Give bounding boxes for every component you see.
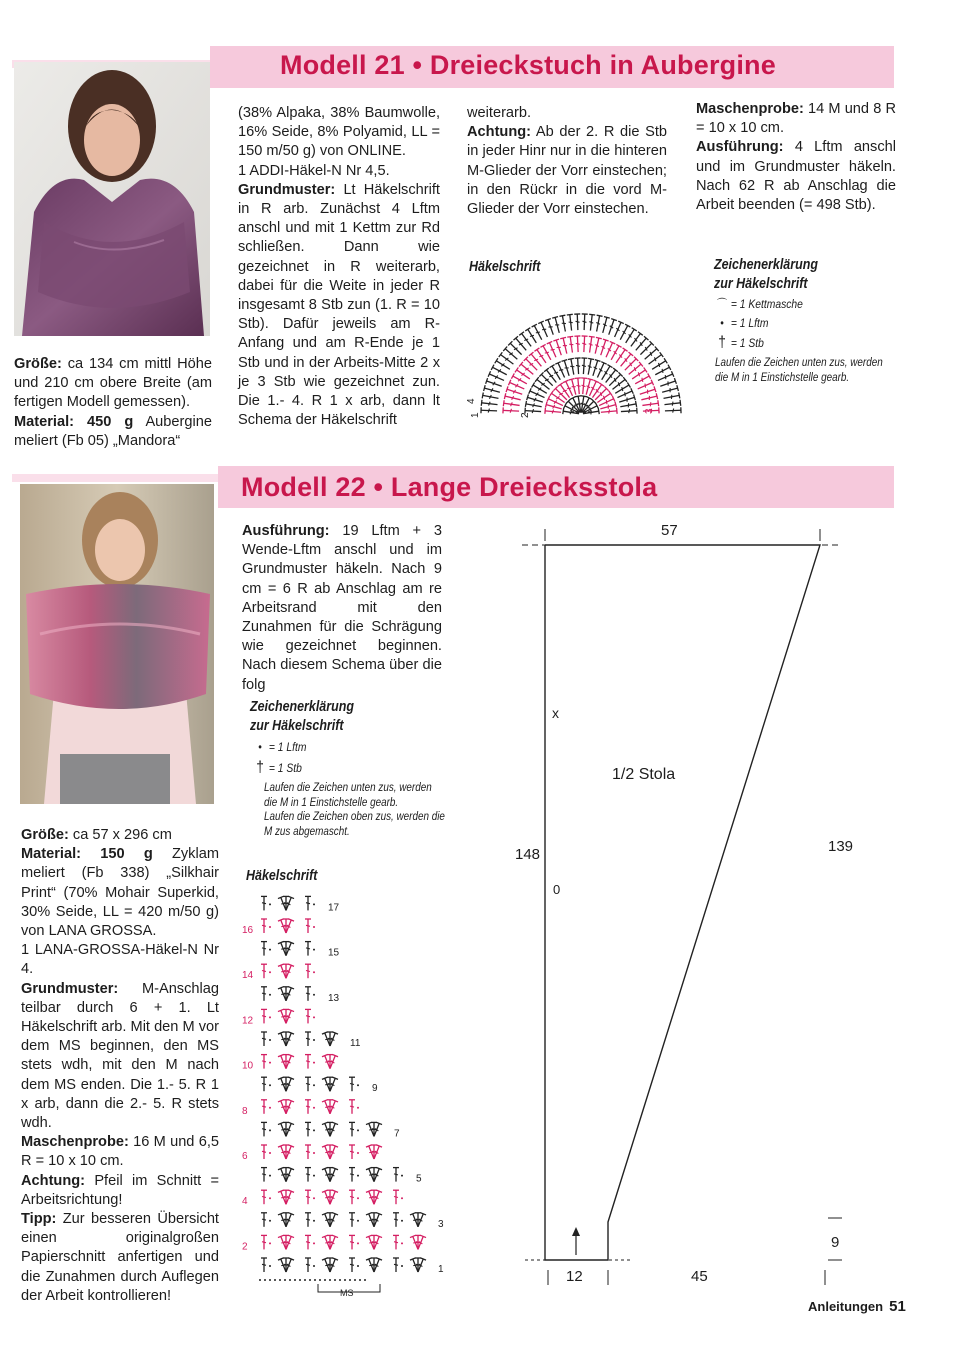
chart22-stitch [393,1213,399,1227]
chart21-stitch-1-0 [545,408,561,415]
chart21-stitch-4-21 [581,314,588,330]
chart22-stitch [305,1168,311,1182]
chart22-base-chain [264,1279,266,1281]
chart21-stitch-4-17 [552,317,562,334]
chart22-chain-dot [357,1152,359,1154]
chart22-row-number: 1 [438,1264,444,1275]
chart22-stitch [305,1190,311,1204]
chart21-row-number: 1 [470,412,481,418]
chart22-stitch [261,919,267,933]
chart22-row-number: 11 [350,1038,361,1049]
chart22-row-number: 3 [438,1218,444,1230]
chart22-base-chain [324,1279,326,1281]
model-22-col1 [21,826,219,1306]
chart21-stitch-2-12 [575,358,582,374]
legend-title-21-line2: zur Häkelschrift [714,276,808,292]
legend-note-22-a: Laufen die Zeichen unten zus, werden die M in 1 Einstichstelle gearb. [264,782,432,809]
chart22-base-chain [354,1279,356,1281]
grund-text-21: Lt Häkelschrift in R arb. Zunächst 4 Lftm anschl und mit 1 Kettm zur Rd schließen. Dann wie gezeichnet in R weiterarb, dabei für die Weite in jeder R insgesamt 8 Stb zun (1. R = 10 Stb). Dafür jeweils am R-Anfang und am R-Ende je 1 Stb und in der Arbeits-Mitte 2 x je 3 Stb wie gezeichnet zun. Die 1.- 4. R 1 x arb, dann lt Schema der Häkelschrift [238,181,440,429]
chart22-row-number: 14 [242,970,254,982]
chart21-stitch-1-7 [569,378,579,395]
chart22-chain-dot [313,1129,315,1131]
legend-items-22 [254,740,306,776]
material-text-22: Zyklam meliert (Fb 338) „Silkhair Print“ (70% Mohair Superkid, 30% Seide, LL = 420 m/50 g) von LANA GROSSA. [21,846,219,940]
needle-21: 1 ADDI-Häkel-N Nr 4,5. [238,162,390,179]
crochet-chart-21 [466,276,696,426]
chart22-chain-dot [269,1220,271,1222]
chart21-stitch-4-19 [567,314,575,331]
chart22-stitch [261,1077,267,1091]
chart21-stitch-4-3 [484,385,501,395]
chart21-stitch-1-8 [575,378,582,394]
chart22-stitch [349,1145,355,1159]
chart22-chain-dot [313,994,315,996]
chart22-base-chain [339,1279,341,1281]
schematic-right-label: 139 [828,838,854,855]
chart21-stitch-4-2 [482,392,499,401]
chart22-stitch [261,1235,267,1249]
chart21-stitch-3-2 [504,393,521,403]
slip-stitch-icon: ⌒ [716,297,728,311]
chart22-stitch [261,1100,267,1114]
chart22-chain-dot [269,1152,271,1154]
chart22-base-chain [294,1279,296,1281]
schematic-x-mark: x [552,705,559,721]
chart21-stitch-2-25 [621,408,637,415]
chart22-base-chain [364,1279,366,1281]
chart22-stitch [393,1235,399,1249]
chart22-stitch [305,1032,311,1046]
chart21-stitch-3-26 [627,362,643,377]
chart22-base-chain [319,1279,321,1281]
chart21-stitch-2-11 [568,358,577,375]
chart22-chain-dot [401,1197,403,1199]
tipp-text-22: Zur besseren Übersicht einen originalgroßen Papierschnitt anfertigen und die Zunahmen durch Auflegen der Arbeit kontrollieren! [21,1211,219,1304]
chart22-base-chain [284,1279,286,1281]
maschen-label-22: Maschenprobe: [21,1134,129,1151]
chart22-chain-dot [269,1175,271,1177]
chart21-row-number: 3 [644,408,655,414]
chart22-base-chain [304,1279,306,1281]
chart21-chain-dot [572,411,574,413]
chart22-chain-dot [313,1220,315,1222]
chart22-chain-dot [313,1197,315,1199]
schematic-outline [545,545,820,1260]
chart22-chain-dot [269,903,271,905]
chart22-chain-dot [357,1129,359,1131]
chart21-stitch-3-31 [641,393,658,403]
legend-lftm-22: = 1 Lftm [268,740,307,754]
chart22-stitch [349,1258,355,1272]
maschen-text-22: 16 M und 6,5 R = 10 x 10 cm. [21,1134,219,1170]
chart21-stitch-4-32 [643,346,659,361]
title-band-22-left [12,474,218,482]
chart22-stitch [261,1032,267,1046]
col3-continue-21: weiterarb. [467,105,532,121]
chart22-stitch [261,1145,267,1159]
chart22-base-chain [309,1279,311,1281]
legend-title-22-line2: zur Häkelschrift [250,718,344,734]
chart22-stitch [305,1145,311,1159]
legend-kett: = 1 Kettmasche [730,297,803,311]
chart22-base-chain [349,1279,351,1281]
material-label-22: Material: 150 g [21,846,153,863]
chart22-chain-dot [313,903,315,905]
chart22-stitch [261,1190,267,1204]
chart22-chain-dot [313,949,315,951]
chart22-base-chain [329,1279,331,1281]
chart21-stitch-1-6 [563,380,575,397]
model-21-col2 [238,104,440,430]
shawl-schematic [510,515,870,1295]
chart22-base-chain [289,1279,291,1281]
chart21-stitch-2-24 [620,401,637,410]
model-21-title: Modell 21 • Dreieckstuch in Aubergine [280,50,776,80]
chart22-stitch [261,942,267,956]
chart-title-22: Häkelschrift [246,868,318,884]
chart21-stitch-4-23 [594,315,603,332]
chart21-stitch-3-1 [503,400,520,408]
chart22-stitch [305,1009,311,1023]
chart22-stitch [349,1168,355,1182]
double-crochet-icon: † [718,334,726,351]
ausf-label-21: Ausführung: [696,139,784,156]
chart21-stitch-2-8 [549,365,562,382]
schematic-bottom-right-label: 45 [691,1268,708,1285]
chart22-chain-dot [313,1084,315,1086]
model-21-col3 [467,104,667,219]
chart22-base-chain [359,1279,361,1281]
legend-stb-21: = 1 Stb [730,336,764,350]
chart21-stitch-2-13 [580,358,587,374]
model-22-photo-illustration [20,484,214,804]
chart22-stitch [349,1190,355,1204]
work-direction-arrow-head [572,1227,580,1236]
chart21-stitch-4-25 [606,319,617,336]
chart21-stitch-4-40 [664,400,681,408]
chart22-chain-dot [269,1265,271,1267]
chart22-base-chain [334,1279,336,1281]
chart22-stitch [305,987,311,1001]
chart21-stitch-3-16 [574,336,581,352]
chart22-chain-dot [357,1175,359,1177]
chart21-stitch-2-1 [525,401,542,410]
grund-text-22: M-Anschlag teilbar durch 6 + 1. Lt Häkelschrift arb. Mit den M vor dem MS beginnen, den MS stets wdh, mit den M nach dem MS enden. Die 1.- 5. R 1 x arb, dann die 2.- 5. R stets wdh. [21,980,219,1132]
chart22-base-chain [279,1279,281,1281]
schematic-top-label: 57 [661,522,678,539]
chart22-stitch [261,1213,267,1227]
chart22-chain-dot [401,1242,403,1244]
legend-title-21 [714,256,818,294]
chart21-stitch-2-17 [599,365,612,382]
page-footer [808,1298,906,1315]
chart22-base-chain [344,1279,346,1281]
chart22-chain-dot [269,1039,271,1041]
chart22-stitch [305,942,311,956]
chart22-chain-dot [357,1265,359,1267]
size-text-22: ca 57 x 296 cm [72,827,172,843]
grund-label-22: Grundmuster: [21,980,119,997]
crochet-chart-22 [240,884,470,1304]
chart22-chain-dot [357,1107,359,1109]
chart22-row-number: 16 [242,925,254,936]
chart21-stitch-3-18 [587,336,595,353]
chart22-chain-dot [313,1242,315,1244]
schematic-left-label: 148 [515,846,541,863]
chart21-stitch-1-15 [598,396,615,408]
chart22-chain-dot [313,1107,315,1109]
schematic-o-mark: 0 [553,882,561,897]
chart22-stitch [305,919,311,933]
chart21-stitch-3-15 [567,336,575,353]
material-text-21: Aubergine meliert (Fb 05) „Mandora“ [14,413,212,449]
model-21-col4 [696,100,896,215]
chart22-chain-dot [313,926,315,928]
chart22-chain-dot [269,949,271,951]
chart21-stitch-4-18 [559,315,568,332]
chart21-stitch-2-21 [614,382,631,395]
chart21-row-number: 4 [466,398,477,404]
chart21-stitch-4-16 [545,319,556,336]
chart22-base-chain [299,1279,301,1281]
chart22-stitch [261,1122,267,1136]
size-label-21: Größe: [14,356,62,372]
chart22-stitch [261,896,267,910]
chart22-stitch [261,964,267,978]
chart21-stitch-4-39 [663,392,680,401]
tipp-label-22: Tipp: [21,1211,57,1228]
schematic-title: 1/2 Stola [612,766,676,783]
chart21-row-number: 2 [520,412,531,418]
chart22-stitch [305,896,311,910]
yarn-composition-21: (38% Alpaka, 38% Baumwolle, 16% Seide, 8% Polyamid, LL = 150 m/50 g) von ONLINE. [238,105,440,160]
chart22-stitch [393,1258,399,1272]
chart22-stitch [305,1077,311,1091]
chart22-stitch [305,1100,311,1114]
ausf-label-22: Ausführung: [242,523,330,539]
chart22-stitch [305,1055,311,1069]
chart21-stitch-2-4 [532,382,549,395]
chart22-row-number: 6 [242,1151,248,1162]
chart22-base-chain [274,1279,276,1281]
chart22-chain-dot [401,1220,403,1222]
chart22-chain-dot [269,1197,271,1199]
chart22-row-number: 2 [242,1241,248,1253]
chart21-stitch-1-2 [547,396,564,408]
chart22-chain-dot [269,926,271,928]
chart22-stitch [349,1213,355,1227]
chart22-row-number: 8 [242,1105,248,1117]
needle-22: 1 LANA-GROSSA-Häkel-N Nr 4. [21,942,219,978]
chart22-stitch [261,1258,267,1272]
legend-title-22 [250,698,354,736]
chart22-row-number: 13 [328,992,340,1004]
chart21-stitch-3-14 [560,337,570,354]
model-21-photo [14,62,210,336]
chart22-row-number: 9 [372,1083,378,1095]
chart22-chain-dot [269,1242,271,1244]
model-22-title: Modell 22 • Lange Dreiecksstola [241,472,658,502]
chart22-stitch [305,1235,311,1249]
model-21-photo-illustration [14,62,210,336]
chart21-stitch-4-24 [600,317,610,334]
chart22-row-number: 7 [394,1128,400,1140]
chart22-row-number: 10 [242,1060,254,1072]
chart22-chain-dot [269,994,271,996]
chart21-stitch-4-0 [481,407,497,414]
chart22-chain-dot [313,1152,315,1154]
chart21-stitch-1-9 [580,378,587,394]
chart21-chain-dot [580,411,582,413]
chart21-stitch-4-37 [659,378,676,389]
size-label-22: Größe: [21,827,69,843]
chart21-stitch-4-22 [587,314,595,331]
chart21-chain-dot [584,411,586,413]
model-22-photo [20,484,214,804]
chart22-row-number: 5 [416,1173,422,1185]
chart22-chain-dot [269,1016,271,1018]
legend-notes-22 [264,781,446,839]
chart22-base-chain [269,1279,271,1281]
chart22-chain-dot [401,1175,403,1177]
legend-stb-22: = 1 Stb [268,761,302,775]
model-21-col1 [14,355,212,451]
chart22-stitch [261,1055,267,1069]
chart21-stitch-1-11 [587,380,599,397]
chart22-stitch [349,1100,355,1114]
chart22-stitch [261,1168,267,1182]
legend-title-22-line1: Zeichenerklärung [250,699,354,715]
chart21-stitch-3-19 [592,337,602,354]
chart22-chain-dot [357,1197,359,1199]
chart21-stitch-4-38 [661,385,678,395]
chart22-chain-dot [269,1129,271,1131]
chart22-chain-dot [269,1107,271,1109]
chart21-stitch-4-20 [574,314,581,330]
chart21-stitch-1-17 [601,408,617,415]
maschen-text-21: 14 M und 8 R = 10 x 10 cm. [696,101,896,137]
chart22-chain-dot [313,1039,315,1041]
chart21-stitch-2-14 [585,358,594,375]
chart22-stitch [349,1077,355,1091]
grund-label-21: Grundmuster: [238,181,336,198]
chart22-stitch [305,1213,311,1227]
chart22-stitch [349,1122,355,1136]
footer-section: Anleitungen [808,1299,884,1314]
chart22-chain-dot [313,971,315,973]
chart-title-21: Häkelschrift [469,259,541,275]
chart21-chain-dot [576,411,578,413]
chain-stitch-icon-22: • [258,740,262,754]
chart22-base-chain [259,1279,261,1281]
schematic-bottom-left-label: 12 [566,1268,583,1285]
chart22-chain-dot [401,1265,403,1267]
size-text-21: ca 134 cm mittl Höhe und 210 cm obere Breite (am fertigen Modell gemessen). [14,356,212,411]
chart21-stitch-4-1 [481,400,498,408]
chart21-stitch-4-41 [665,407,681,414]
page-number: 51 [889,1298,906,1315]
chart22-row-number: 4 [242,1196,248,1208]
chart22-stitch [305,964,311,978]
chart21-chain-dot [588,411,590,413]
chain-stitch-icon: • [720,316,724,330]
legend-title-21-line1: Zeichenerklärung [714,257,818,273]
chart22-chain-dot [313,1062,315,1064]
ausf-text-22: 19 Lftm + 3 Wende-Lftm anschl und im Grundmuster häkeln. Nach 9 cm = 6 R ab Anschlag am re Arbeitsrand mit den Zunahmen für die Schrägung wie gezeichnet beginnen. Nach diesem Schema über die folg [242,523,442,693]
chart22-chain-dot [269,1062,271,1064]
chart21-stitch-3-17 [581,336,588,352]
chart22-row-number: 17 [328,902,340,914]
chart21-stitch-3-0 [503,407,519,414]
chart22-stitch [393,1190,399,1204]
chart22-stitch [349,1235,355,1249]
chart22-chain-dot [357,1220,359,1222]
repeat-label: MS [340,1288,354,1298]
achtung-label-21: Achtung: [467,124,532,141]
chart22-chain-dot [357,1084,359,1086]
schematic-small-label: 9 [831,1234,840,1251]
model-22-col2 [242,522,442,695]
chart22-row-number: 12 [242,1015,254,1027]
chart21-stitch-4-4 [486,378,503,389]
chart22-stitch [261,987,267,1001]
chart22-stitch [261,1009,267,1023]
chart21-stitch-3-9 [529,352,544,368]
chart22-chain-dot [269,971,271,973]
chart22-chain-dot [357,1242,359,1244]
chart21-stitch-2-20 [611,377,627,392]
legend-note-21: Laufen die Zeichen unten zus, werden die M in 1 Einstichstelle gearb. [715,357,883,384]
chart22-stitch [393,1168,399,1182]
chart21-stitch-1-16 [600,402,617,412]
legend-note-22-b: Laufen die Zeichen oben zus, werden die M zus abgemascht. [264,811,445,838]
chart21-stitch-4-11 [513,336,528,352]
double-crochet-icon-22: † [256,759,264,776]
material-label-21: Material: 450 g [14,413,134,430]
achtung-text-21: Ab der 2. R die Stb in jeder Hinr nur in die hinteren M-Glieder der Vorr einstechen; in den Rückr in die vord M-Glieder der Vorr einstechen. [467,124,668,218]
chart22-stitch [305,1258,311,1272]
maschen-label-21: Maschenprobe: [696,101,804,117]
chart21-stitch-3-32 [642,400,659,408]
chart22-stitch [305,1122,311,1136]
achtung-text-22: Pfeil im Schnitt = Arbeitsrichtung! [21,1172,219,1208]
chart22-base-chain [314,1279,316,1281]
legend-lftm-21: = 1 Lftm [730,316,769,330]
chart22-chain-dot [269,1084,271,1086]
achtung-label-22: Achtung: [21,1172,86,1189]
chart22-chain-dot [313,1265,315,1267]
chart22-row-number: 15 [328,947,340,959]
chart22-chain-dot [313,1175,315,1177]
legend-items-21 [716,297,803,351]
ausf-text-21: 4 Lftm anschl und im Grundmuster häkeln. Nach 62 R ab Anschlag die Arbeit beenden (= 498 Stb). [696,139,897,214]
chart22-chain-dot [313,1016,315,1018]
chart21-stitch-2-7 [544,368,559,384]
